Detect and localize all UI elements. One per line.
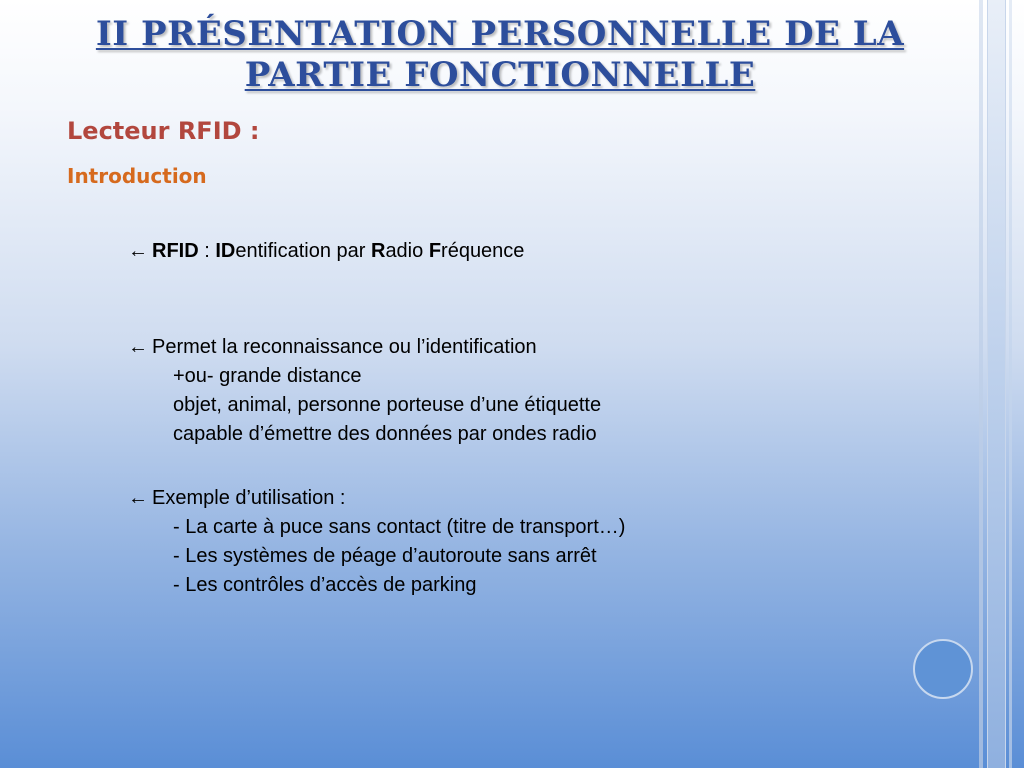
rfid-acronym: RFID xyxy=(152,240,199,262)
bullet-examples xyxy=(128,484,625,600)
separator: : xyxy=(198,240,216,262)
bullet-rfid-definition xyxy=(128,237,524,266)
sub-line: - La carte à puce sans contact (titre de transport…) xyxy=(173,516,626,538)
left-arrow-icon: ← xyxy=(128,336,148,358)
slide-title: II PRÉSENTATION PERSONNELLE DE LA PARTIE FONCTIONNELLE xyxy=(95,14,905,95)
bullet-main-text: Permet la reconnaissance ou l’identification xyxy=(152,336,537,358)
word-rest: réquence xyxy=(441,240,525,262)
word-rest: adio xyxy=(385,240,429,262)
decorative-circle xyxy=(913,639,973,699)
letter-f: F xyxy=(428,240,442,262)
bullet-purpose xyxy=(128,333,601,449)
sub-line: capable d’émettre des données par ondes radio xyxy=(173,423,597,445)
bullet-main-text: Exemple d’utilisation : xyxy=(152,487,346,509)
section-heading: Introduction xyxy=(67,164,207,188)
left-arrow-icon: ← xyxy=(128,487,148,509)
word-rest: entification par xyxy=(235,240,371,262)
letter-r: R xyxy=(370,240,386,262)
decor-stripe xyxy=(1009,0,1012,768)
left-arrow-icon: ← xyxy=(128,240,148,262)
decor-stripe xyxy=(987,0,1006,768)
decor-stripe xyxy=(979,0,983,768)
sub-line: - Les systèmes de péage d’autoroute sans arrêt xyxy=(173,545,597,567)
sub-line: - Les contrôles d’accès de parking xyxy=(173,574,477,596)
sub-line: objet, animal, personne porteuse d’une étiquette xyxy=(173,394,602,416)
sub-line: +ou- grande distance xyxy=(173,365,362,387)
letter-id: ID xyxy=(215,240,236,262)
slide-subtitle: Lecteur RFID : xyxy=(67,117,260,145)
